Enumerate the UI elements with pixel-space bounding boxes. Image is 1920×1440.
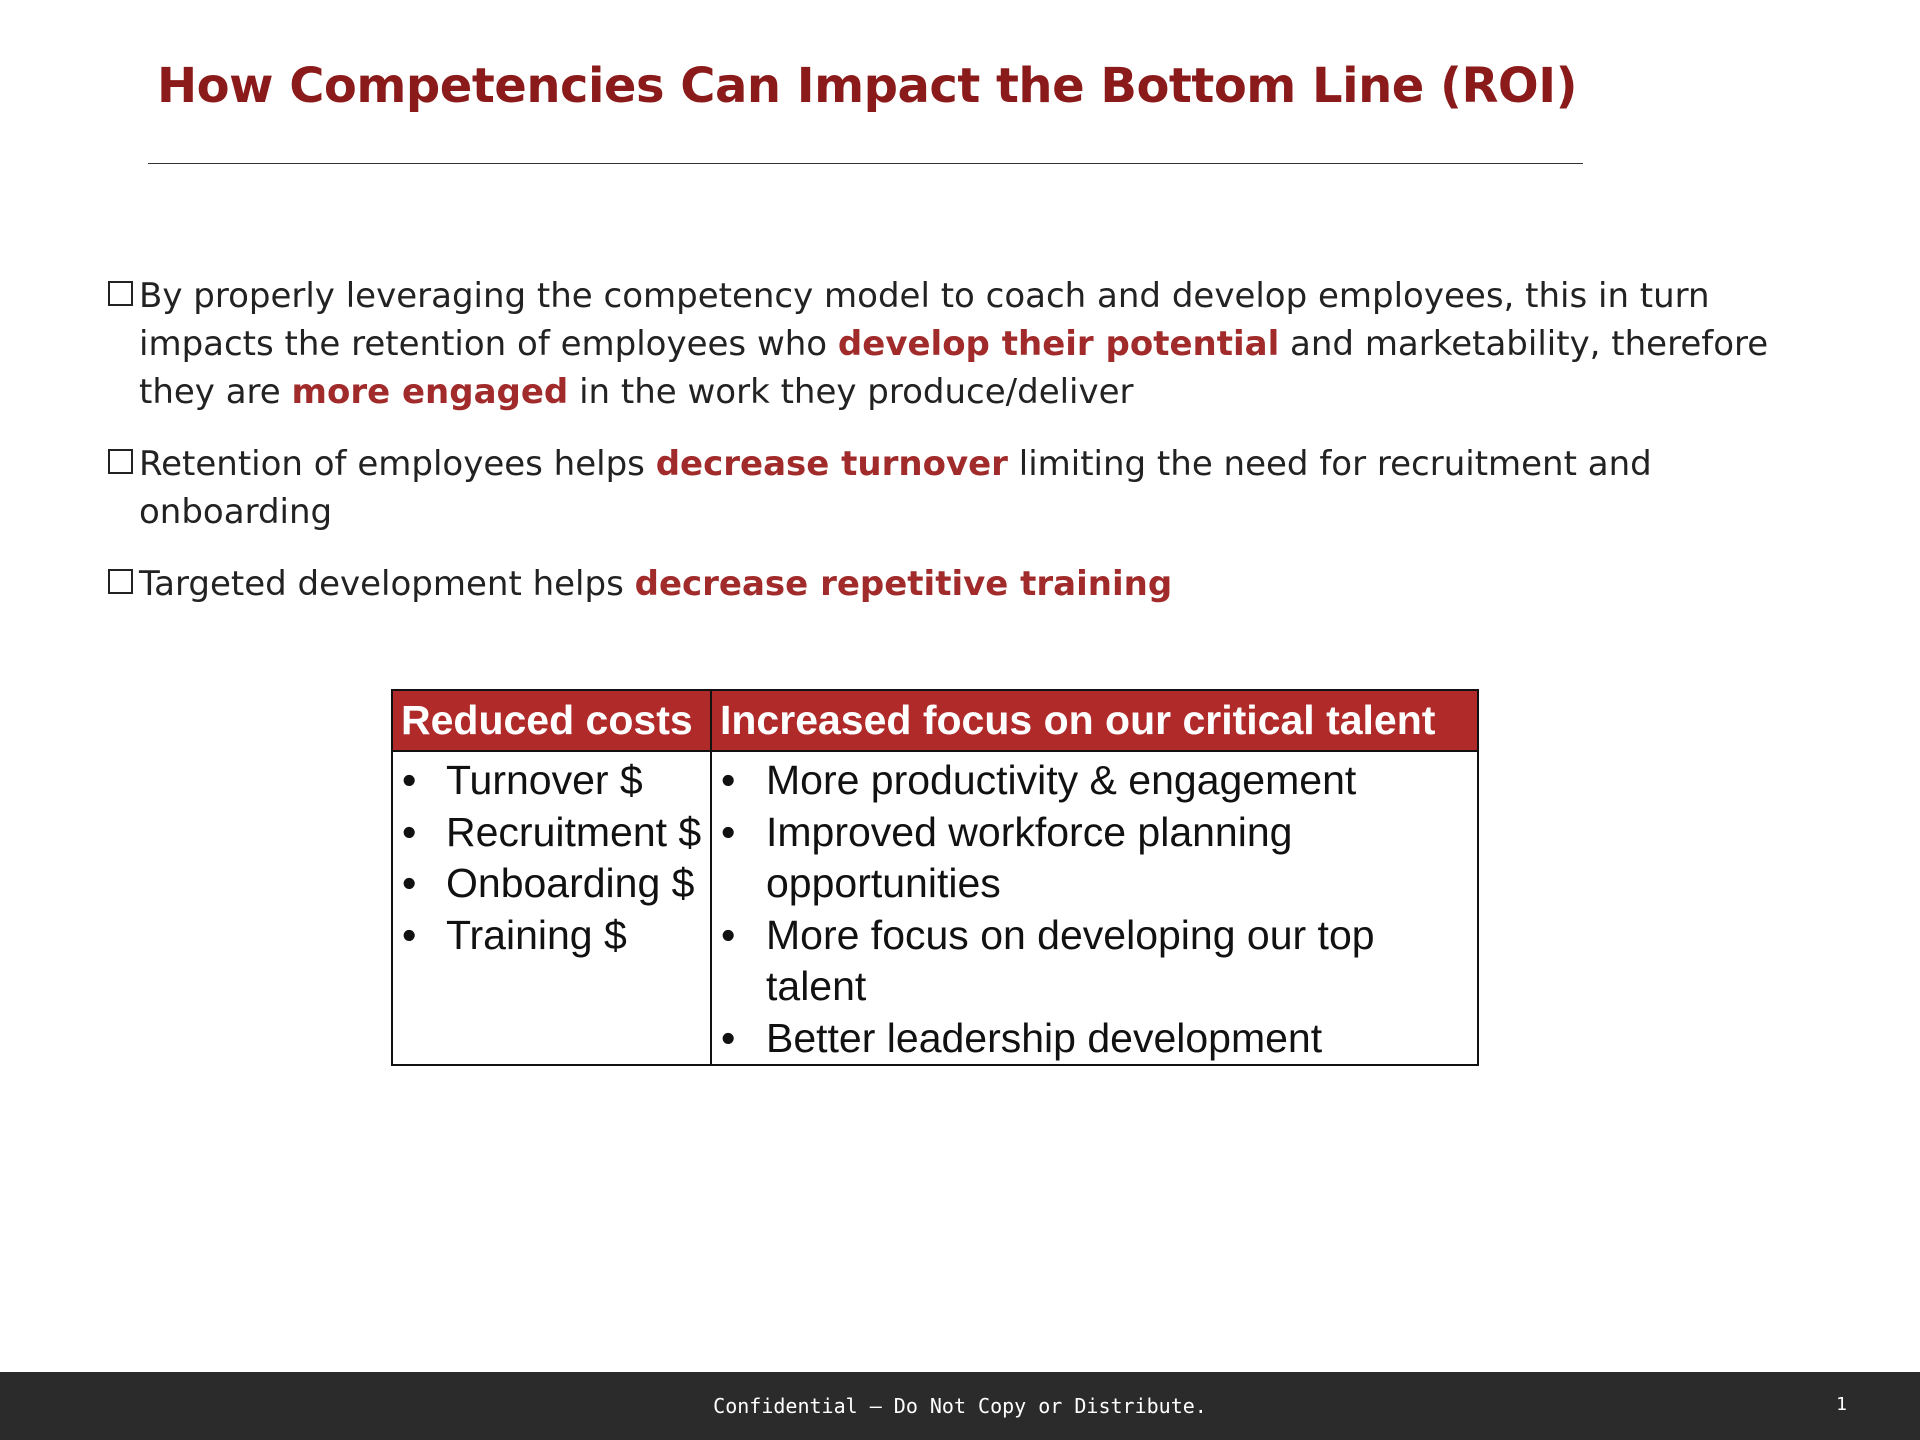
page-number: 1	[1836, 1394, 1847, 1415]
list-item: • Training $	[393, 910, 710, 962]
bullet-highlight: decrease turnover	[655, 444, 1008, 484]
bullet-text: limiting the need for recruitment and onboarding	[139, 444, 1652, 532]
bullet-text: Targeted development helps	[139, 564, 635, 604]
bullet-highlight: more engaged	[291, 372, 569, 412]
list-item: • Improved workforce planning opportunities	[712, 807, 1477, 910]
bullet-item	[108, 560, 1808, 608]
list-item: • Better leadership development	[712, 1013, 1477, 1065]
slide-title: How Competencies Can Impact the Bottom Line (ROI)	[157, 58, 1577, 114]
critical-talent-header: Increased focus on our critical talent	[712, 691, 1477, 752]
list-item: • More focus on developing our top talent	[712, 910, 1477, 1013]
list-item: • Onboarding $	[393, 858, 710, 910]
critical-talent-column	[712, 691, 1477, 1064]
bullet-text: Retention of employees helps	[139, 444, 656, 484]
bullet-text: and marketability, therefore they are	[139, 324, 1769, 412]
footer-bar	[0, 1372, 1920, 1440]
title-divider	[148, 163, 1583, 164]
reduced-costs-header: Reduced costs	[393, 691, 710, 752]
list-item: • Recruitment $	[393, 807, 710, 859]
bullet-list	[108, 272, 1808, 632]
roi-table	[391, 689, 1479, 1066]
bullet-item	[108, 272, 1808, 416]
confidential-notice: Confidential – Do Not Copy or Distribute.	[713, 1394, 1207, 1418]
bullet-highlight: decrease repetitive training	[634, 564, 1173, 604]
list-item: • Turnover $	[393, 755, 710, 807]
critical-talent-list	[712, 752, 1477, 1064]
bullet-text: in the work they produce/deliver	[568, 372, 1134, 412]
checkbox-icon	[108, 281, 133, 306]
bullet-item	[108, 440, 1808, 536]
reduced-costs-list	[393, 752, 710, 961]
checkbox-icon	[108, 449, 133, 474]
bullet-text: By properly leveraging the competency model to coach and develop employees, this in turn impacts the retention of employees who	[139, 276, 1710, 364]
list-item: • More productivity & engagement	[712, 755, 1477, 807]
bullet-highlight: develop their potential	[837, 324, 1280, 364]
checkbox-icon	[108, 569, 133, 594]
reduced-costs-column	[393, 691, 712, 1064]
